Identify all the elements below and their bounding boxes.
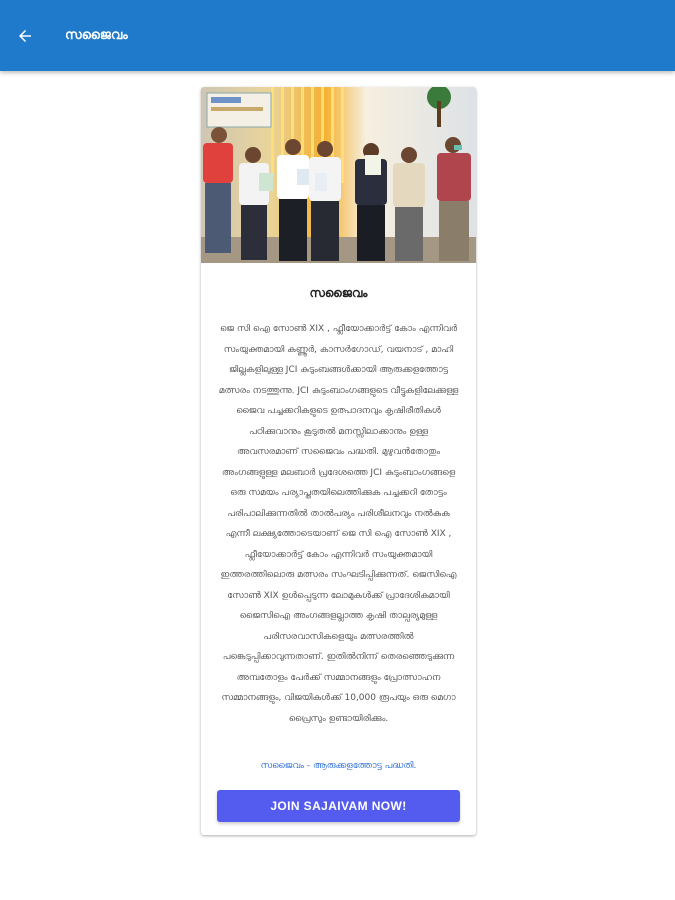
content-card [201,87,476,835]
arrow-left-icon [16,27,34,45]
app-bar-title: സജൈവം [65,28,128,43]
program-link[interactable]: സജൈവം - ആരുക്കളത്തോട്ട പദ്ധതി. [260,761,417,771]
card-title: സജൈവം [309,286,368,300]
event-photo [201,87,476,263]
back-button[interactable] [13,24,37,48]
join-sajaivam-button[interactable]: JOIN SAJAIVAM NOW! [217,790,460,822]
card-description: ജെ സി ഐ സോൺ XIX , ഫ്ലീയോക്കാർട്ട് കോം എന്നിവർ സംയുക്തമായി കണ്ണൂർ, കാസർഗോഡ്, വയനാട് , മാഹി ജില്ലകളിലുള്ള JCI കുടുംബങ്ങൾക്കായി ആരുക്കളത്തോട്ട മത്സരം നടത്തുന്നു. JCI കുടുംബാംഗങ്ങളുടെ വീട്ടുകളിലേക്കുള്ള ജൈവ പച്ചക്കറികളുടെ ഉത്പാദനവും കൃഷിരീതികൾ പഠിക്കുവാനും കൂടുതൽ മനസ്സിലാക്കാനും ഉള്ള അവസരമാണ് സജൈവം പദ്ധതി. മുഴുവൻതോതും അംഗങ്ങളുള്ള മലബാർ പ്രദേശത്തെ JCI കുടുംബാംഗങ്ങളെ ഒരു സമയം പര്യാപ്തതയിലെത്തിക്കുക പച്ചക്കറി തോട്ടം പരിപാലിക്കുന്നതിൽ താൽപര്യം പരിശീലനവും നൽകുക എന്നീ ലക്ഷ്യത്തോടെയാണ് ജെ സി ഐ സോൺ XIX , ഫ്ലീയോക്കാർട്ട് കോം എന്നിവർ സംയുക്തമായി ഇത്തരത്തിലൊരു മത്സരം സംഘടിപ്പിക്കുന്നത്. ജെസിഐ സോൺ XIX ഉൾപ്പെടുന്ന ലോമുകൾക്ക് പ്രാദേശികമായി ജൈസിഐ അംഗങ്ങളല്ലാത്ത കൃഷി താല്പര്യമുള്ള പരിസരവാസികളെയും മത്സരത്തിൽ പങ്കെടുപ്പിക്കാവുന്നതാണ്. ഇതിൽനിന്ന് തെരഞ്ഞെടുക്കുന്ന അമ്പതോളം പേർക്ക് സമ്മാനങ്ങളും പ്രോത്സാഹന സമ്മാനങ്ങളും, വിജയികൾക്ക് 10,000 രൂപയും ഒരു മെഗാ പ്രൈസും ഉണ്ടായിരിക്കും. [218,324,459,724]
app-bar [0,0,675,71]
